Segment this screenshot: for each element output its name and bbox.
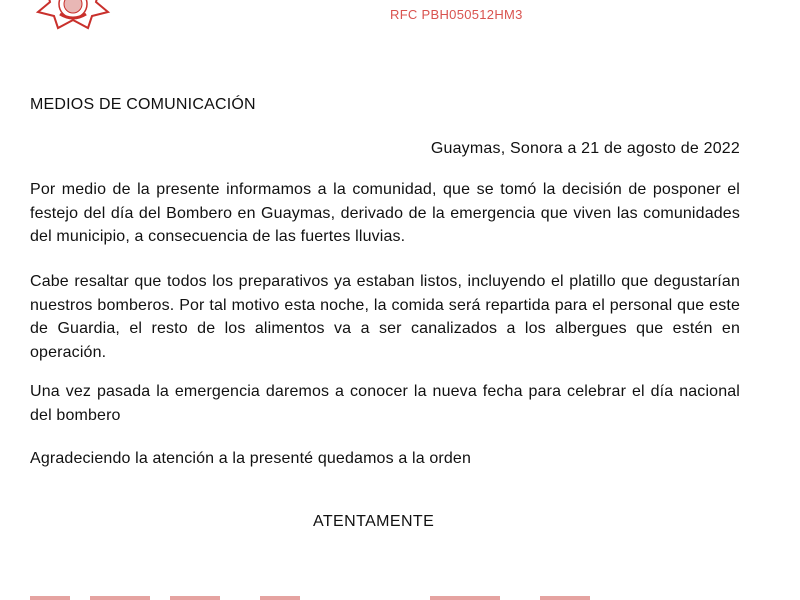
letterhead-footer-graphic [0, 590, 800, 600]
body-paragraph-4: Agradeciendo la atención a la presenté quedamos a la orden [30, 450, 472, 467]
closing-salutation: ATENTAMENTE [313, 513, 435, 530]
body-paragraph-3: Una vez pasada la emergencia daremos a conocer la nueva fecha para celebrar el día nacional del bombero [30, 383, 740, 424]
fire-department-logo-icon [30, 0, 116, 30]
rfc-number: RFC PBH050512HM3 [390, 7, 523, 22]
body-paragraph-1: Por medio de la presente informamos a la comunidad, que se tomó la decisión de posponer el festejo del día del Bombero en Guaymas, derivado de la emergencia que viven las comunidades del municipio, a consecuencia de las fuertes lluvias. [30, 181, 740, 245]
body-paragraph-2: Cabe resaltar que todos los preparativos ya estaban listos, incluyendo el platillo que degustarían nuestros bomberos. Por tal motivo esta noche, la comida será repartida para el personal que este de Guardia, el resto de los alimentos va a ser canalizados a los albergues que estén en operación. [30, 273, 740, 361]
place-and-date: Guaymas, Sonora a 21 de agosto de 2022 [430, 140, 740, 157]
letterhead-title-graphic [196, 0, 756, 6]
addressee: MEDIOS DE COMUNICACIÓN [30, 96, 256, 113]
letterhead [0, 0, 800, 40]
